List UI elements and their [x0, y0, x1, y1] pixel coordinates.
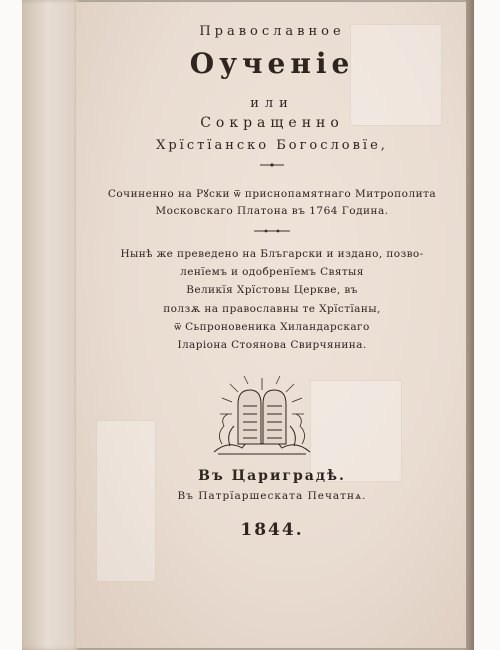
ornamental-rule [76, 160, 468, 170]
title-line-abridged: Сокращенно [200, 115, 344, 131]
translation-note-line: ѿ Сьпроновеника Хиландарскаго [174, 321, 370, 333]
translation-note-line: ленїемъ и одобренїемъ Святыя [180, 266, 364, 278]
gutter-page [22, 0, 80, 650]
authorship-line: Московскаго Платона въ 1764 Година. [155, 205, 389, 217]
translation-note-line: Великїя Хрїстовы Церкве, въ [186, 284, 358, 296]
translation-note-line: Іларіона Стоянова Свирчянина. [177, 339, 367, 351]
ornamental-rule [76, 226, 468, 236]
title-line-or: или [250, 96, 294, 111]
main-title: Оученіе [189, 47, 355, 80]
translation-note-line: ползѫ на православны те Хрїстїаны, [163, 303, 381, 315]
imprint-press: Въ Патрїаршеската Печатнѧ. [177, 490, 367, 502]
imprint-year: 1844. [240, 520, 304, 540]
authorship-line: Сочиненно на Рꙋски ѿ приснопамятнаго Митрополита [107, 188, 437, 200]
translation-note-line: Нынѣ же преведено на Блъгарски и издано, позво- [120, 248, 424, 260]
subtitle: Хрїстїанско Богословїе, [156, 138, 388, 153]
decalogue-tablets-icon [208, 374, 316, 460]
imprint-place: Въ Цариградѣ. [198, 468, 346, 484]
title-line-orthodox: Православное [199, 24, 345, 39]
paper-stain [310, 380, 402, 482]
